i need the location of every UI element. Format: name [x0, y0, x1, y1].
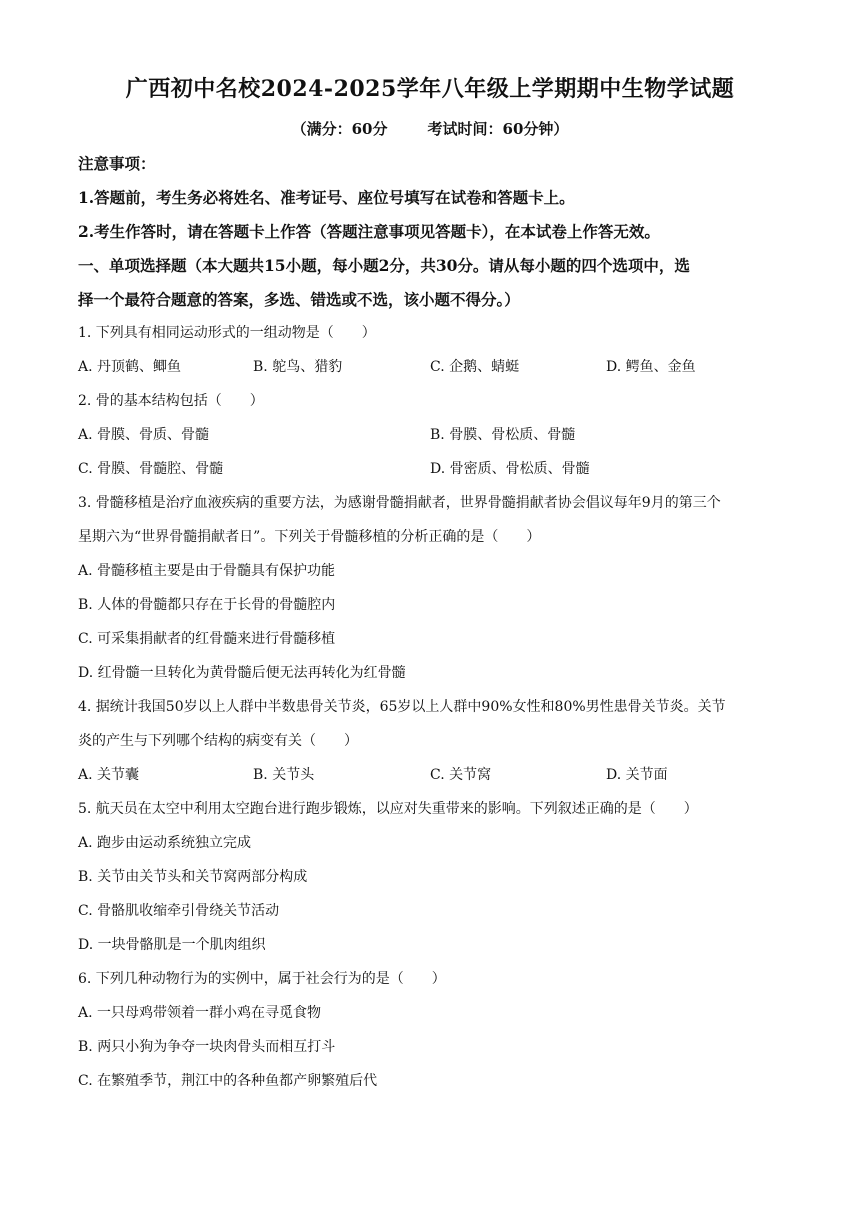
- question-5-stem: 5. 航天员在太空中利用太空跑台进行跑步锻炼，以应对失重带来的影响。下列叙述正确的是（ ）: [78, 801, 698, 817]
- question-3-option-c: C. 可采集捐献者的红骨髓来进行骨髓移植: [78, 631, 336, 647]
- option-c: C. 企鹅、蜻蜓: [430, 359, 520, 375]
- section-heading-line-2: 择一个最符合题意的答案，多选、错选或不选，该小题不得分。）: [78, 290, 520, 309]
- option-c: C. 关节窝: [430, 767, 492, 783]
- notice-item-1: 1.答题前，考生务必将姓名、准考证号、座位号填写在试卷和答题卡上。: [78, 188, 575, 207]
- exam-meta: [0, 118, 860, 139]
- page-title: 广西初中名校2024-2025学年八年级上学期期中生物学试题: [125, 76, 735, 102]
- option-d: D. 鳄鱼、金鱼: [606, 359, 696, 375]
- question-1-stem: 1. 下列具有相同运动形式的一组动物是（ ）: [78, 325, 376, 341]
- question-6-option-c: C. 在繁殖季节，荆江中的各种鱼都产卵繁殖后代: [78, 1073, 378, 1089]
- question-5-option-b: B. 关节由关节头和关节窝两部分构成: [78, 869, 308, 885]
- question-6-stem: 6. 下列几种动物行为的实例中，属于社会行为的是（ ）: [78, 971, 446, 987]
- exam-time: 考试时间：60分钟）: [427, 120, 569, 138]
- question-5-option-d: D. 一块骨骼肌是一个肌肉组织: [78, 937, 266, 953]
- question-5-option-a: A. 跑步由运动系统独立完成: [78, 835, 252, 851]
- question-6-option-a: A. 一只母鸡带领着一群小鸡在寻觅食物: [78, 1005, 322, 1021]
- notice-item-2: 2.考生作答时，请在答题卡上作答（答题注意事项见答题卡），在本试卷上作答无效。: [78, 222, 660, 241]
- notice-heading: 注意事项：: [78, 154, 156, 173]
- option-b: B. 鸵鸟、猎豹: [253, 359, 343, 375]
- full-score: （满分：60分: [291, 120, 388, 138]
- question-3-stem-line-1: 3. 骨髓移植是治疗血液疾病的重要方法，为感谢骨髓捐献者，世界骨髓捐献者协会倡议每年9月的第三个: [78, 495, 721, 511]
- option-d: D. 骨密质、骨松质、骨髓: [430, 461, 590, 477]
- question-4-stem-line-1: 4. 据统计我国50岁以上人群中半数患骨关节炎，65岁以上人群中90%女性和80%男性患骨关节炎。关节: [78, 699, 726, 715]
- question-3-option-d: D. 红骨髓一旦转化为黄骨髓后便无法再转化为红骨髓: [78, 665, 406, 681]
- question-3-option-b: B. 人体的骨髓都只存在于长骨的骨髓腔内: [78, 597, 336, 613]
- option-d: D. 关节面: [606, 767, 668, 783]
- question-5-option-c: C. 骨骼肌收缩牵引骨绕关节活动: [78, 903, 280, 919]
- question-6-option-b: B. 两只小狗为争夺一块肉骨头而相互打斗: [78, 1039, 336, 1055]
- option-b: B. 骨膜、骨松质、骨髓: [430, 427, 576, 443]
- question-4-stem-line-2: 炎的产生与下列哪个结构的病变有关（ ）: [78, 733, 358, 749]
- question-2-stem: 2. 骨的基本结构包括（ ）: [78, 393, 264, 409]
- option-a: A. 丹顶鹤、鲫鱼: [78, 359, 182, 375]
- option-b: B. 关节头: [253, 767, 315, 783]
- question-3-stem-line-2: 星期六为“世界骨髓捐献者日”。下列关于骨髓移植的分析正确的是（ ）: [78, 529, 541, 545]
- option-a: A. 骨膜、骨质、骨髓: [78, 427, 210, 443]
- option-a: A. 关节囊: [78, 767, 140, 783]
- question-3-option-a: A. 骨髓移植主要是由于骨髓具有保护功能: [78, 563, 336, 579]
- option-c: C. 骨膜、骨髓腔、骨髓: [78, 461, 224, 477]
- section-heading-line-1: 一、单项选择题（本大题共15小题，每小题2分，共30分。请从每小题的四个选项中，选: [78, 256, 690, 275]
